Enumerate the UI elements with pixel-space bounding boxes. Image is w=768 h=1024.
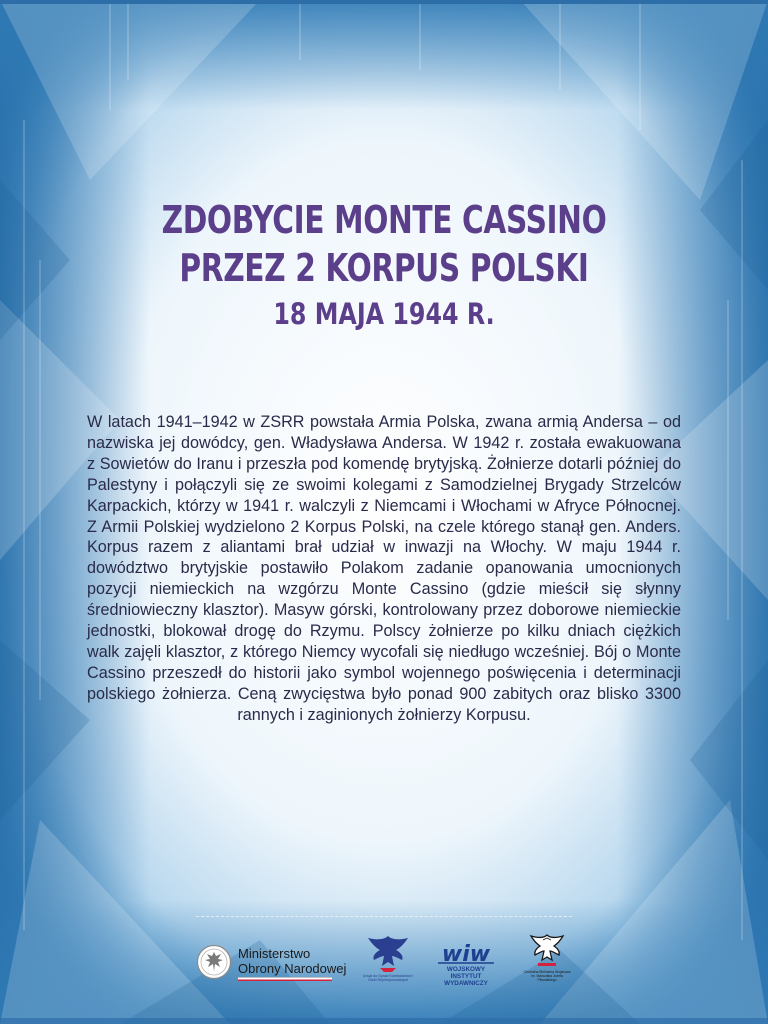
- body-paragraph: W latach 1941–1942 w ZSRR powstała Armia Polska, zwana armią Andersa – od nazwiska jej dowódcy, gen. Władysława Andersa. W 1942 r. została ewakuowana z Sowietów do Iranu i przeszła pod komendę brytyjską. Żołnierze dotarli później do Palestyny i połączyli się ze swoimi kolegami z Samodzielnej Brygady Strzelców Karpackich, którzy w 1941 r. walczyli z Niemcami i Włochami w Afryce Północnej. Z Armii Polskiej wydzielono 2 Korpus Polski, na czele którego stanął gen. Anders. Korpus razem z aliantami brał udział w inwazji na Włochy. W maju 1944 r. dowództwo brytyjskie postawiło Polakom zadanie opanowania umocnionych pozycji niemieckich na wzgórzu Monte Cassino (gdzie mieścił się słynny średniowieczny klasztor). Masyw górski, kontrolowany przez doborowe niemieckie jednostki, blokował drogę do Rzymu. Polscy żołnierze po kilku dniach ciężkich walk zajęli klasztor, z którego Niemcy wycofali się niedługo wcześniej. Bój o Monte Cassino przeszedł do historii jako symbol wojennego poświęcenia i determinacji polskiego żołnierza. Ceną zwycięstwa było ponad 900 zabitych oraz blisko 3300 rannych i zaginionych żołnierzy Korpusu.: [87, 413, 681, 724]
- urzad-caption: Urząd do Spraw Kombatantów i Osób Represjonowanych: [362, 974, 414, 983]
- wiw-logo: [434, 942, 498, 987]
- wiw-line-2: WYDAWNICZY: [444, 980, 488, 987]
- title-line-2: PRZEZ 2 KORPUS POLSKI: [179, 246, 589, 290]
- wiw-wordmark: [434, 942, 498, 966]
- mon-line-2: Obrony Narodowej: [238, 961, 347, 976]
- mon-line-1: Ministerstwo: [238, 946, 311, 961]
- flag-stripe: [238, 977, 332, 981]
- title-date: 18 MAJA 1944 R.: [273, 297, 495, 331]
- footer-divider: [196, 916, 572, 918]
- wiw-letters: wiw: [441, 942, 491, 966]
- eagle-icon: [522, 932, 572, 970]
- cbw-logo: [522, 932, 572, 990]
- title-block: [0, 196, 768, 334]
- cbw-caption: Centralna Biblioteka Wojskowa im. Marszałka Józefa Piłsudskiego: [523, 970, 571, 982]
- wiw-caption: [434, 966, 498, 987]
- wiw-line-1: WOJSKOWY INSTYTUT: [446, 966, 486, 980]
- urzad-logo: [362, 932, 414, 990]
- mon-logo: [196, 942, 347, 982]
- eagle-icon: [362, 932, 414, 974]
- partner-logos: [0, 932, 768, 992]
- mon-name: [238, 946, 346, 976]
- title-line-1: ZDOBYCIE MONTE CASSINO: [161, 198, 607, 242]
- eagle-emblem-icon: [196, 944, 232, 980]
